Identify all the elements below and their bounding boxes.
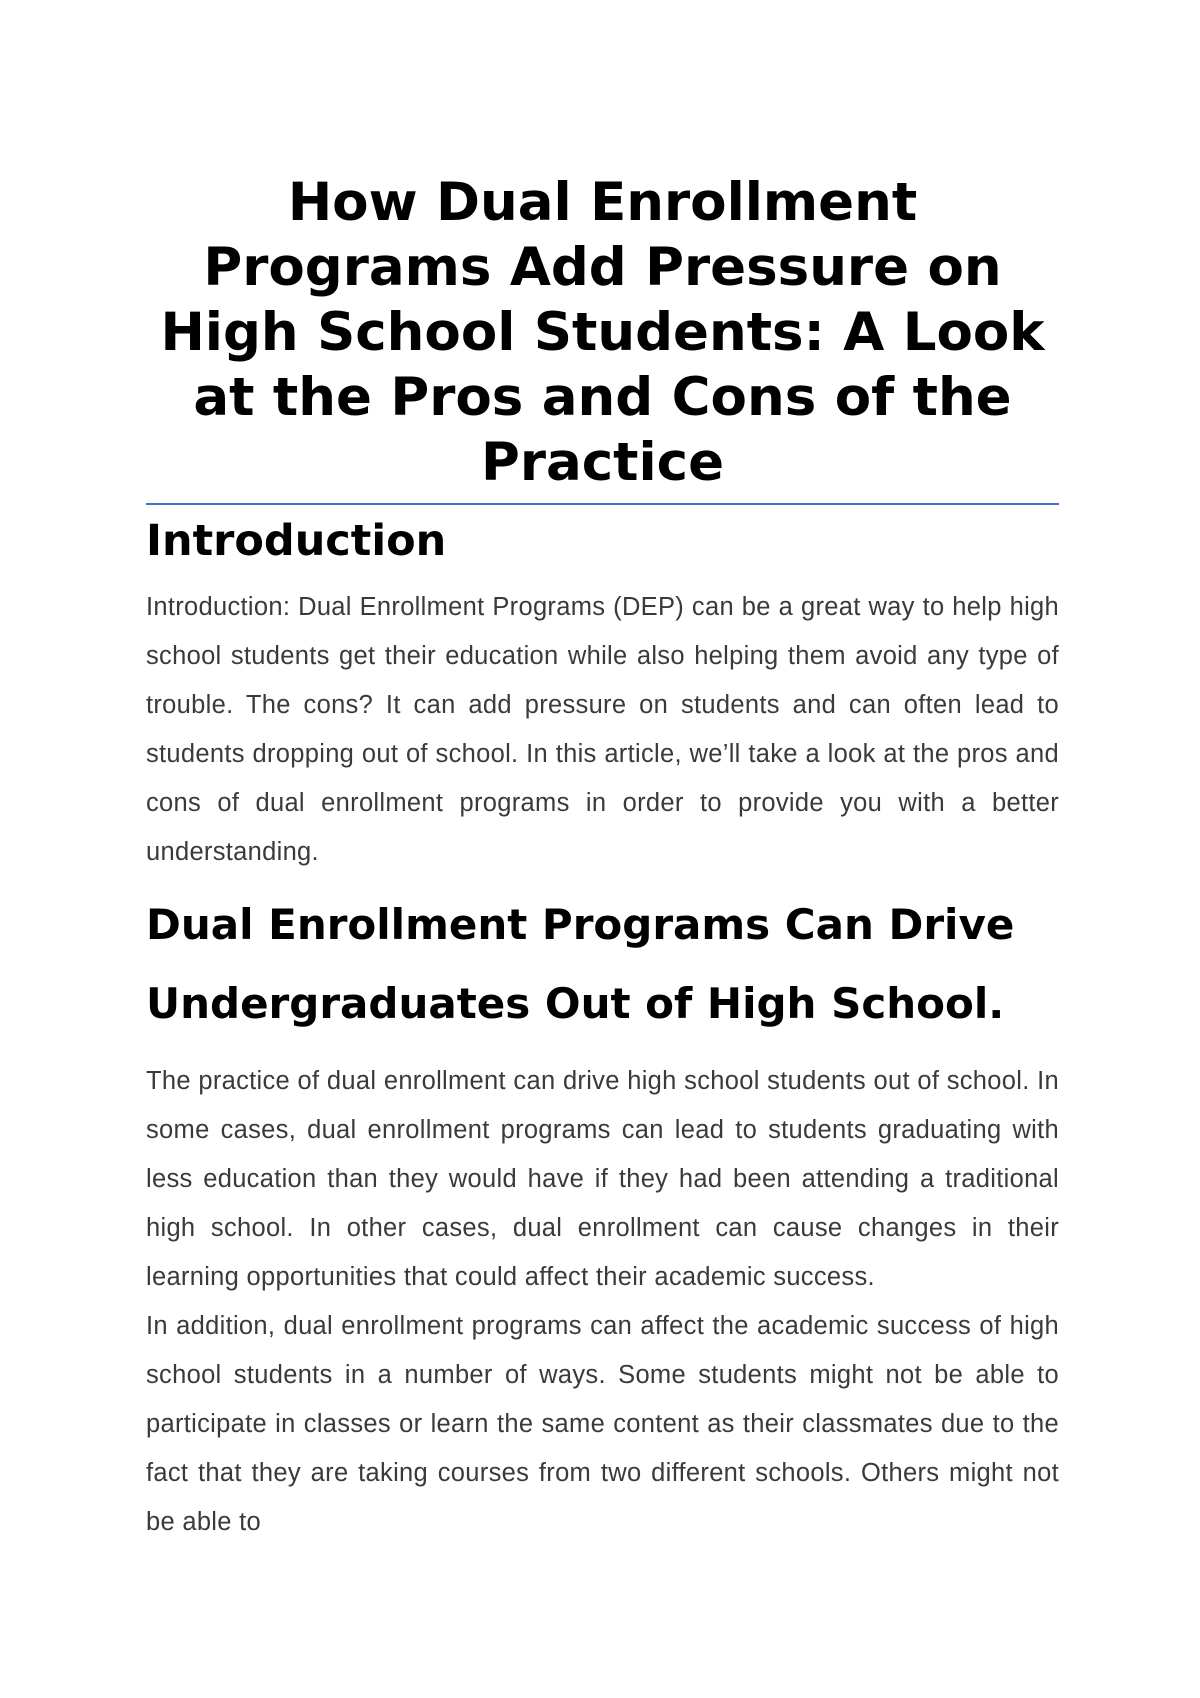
document-title: How Dual Enrollment Programs Add Pressure on High School Students: A Look at the Pros and Cons of the Practice: [146, 170, 1059, 505]
section-heading-dual-enrollment: Dual Enrollment Programs Can Drive Undergraduates Out of High School.: [146, 900, 1015, 1028]
body-paragraph: In addition, dual enrollment programs can affect the academic success of high school students in a number of ways. Some students might not be able to participate in classes or learn the same content as their classmates due to the fact that they are taking courses from two different schools. Others might not be able to: [146, 1312, 1059, 1536]
body-paragraph: The practice of dual enrollment can drive high school students out of school. In some cases, dual enrollment programs can lead to students graduating with less education than they would have if they had been attending a traditional high school. In other cases, dual enrollment can cause changes in their learning opportunities that could affect their academic success.: [146, 1067, 1059, 1291]
document-content: [146, 170, 1059, 1547]
intro-paragraph: Introduction: Dual Enrollment Programs (DEP) can be a great way to help high school students get their education while also helping them avoid any type of trouble. The cons? It can add pressure on students and can often lead to students dropping out of school. In this article, we’ll take a look at the pros and cons of dual enrollment programs in order to provide you with a better understanding.: [146, 593, 1059, 866]
section-heading-introduction: Introduction: [146, 516, 447, 566]
